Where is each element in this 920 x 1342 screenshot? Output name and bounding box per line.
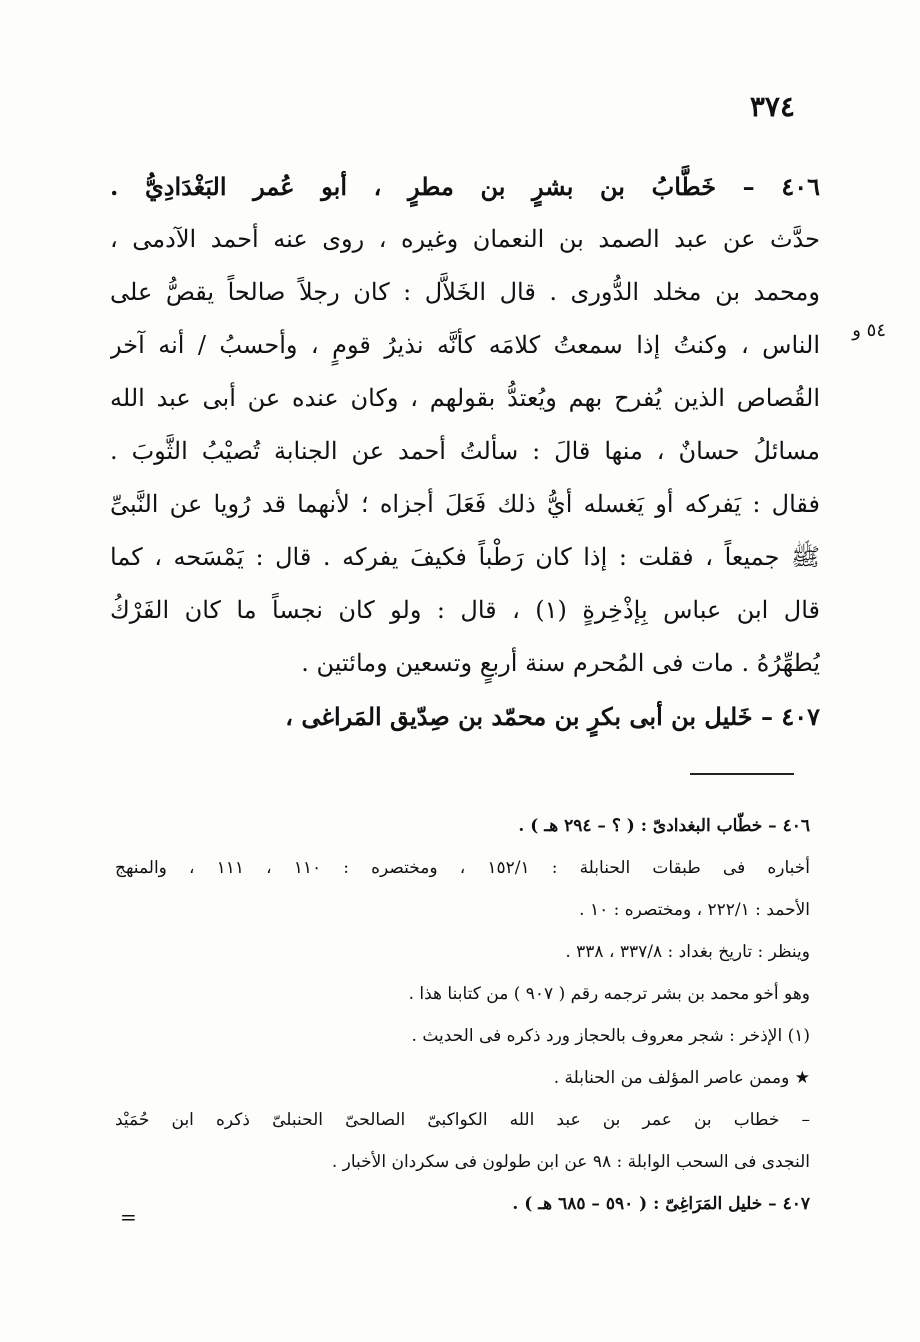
footnote-line: أخباره فى طبقات الحنابلة : ١٥٢/١ ، ومختصره : ١١٠ ، ١١١ ، والمنهج (115, 858, 810, 878)
footnote-line: الأحمد : ٢٢٢/١ ، ومختصره : ١٠ . (579, 900, 810, 920)
footnote-separator (690, 773, 794, 775)
entry-heading-407: ٤٠٧ – خَليل بن أبى بكرٍ بن محمّد بن صِدّيق المَراغى ، (285, 702, 820, 731)
main-line: الناس ، وكنتُ إذا سمعتُ كلامَه كأنَّه نذيرُ قومٍ ، وأحسبُ / أنه آخر (110, 331, 820, 359)
manuscript-folio-note: ٥٤ و (852, 320, 886, 341)
page-number: ٣٧٤ (749, 90, 795, 123)
footnote-heading-406: ٤٠٦ – خطّاب البغدادىّ : ( ؟ – ٢٩٤ هـ ) . (518, 816, 810, 836)
main-line: فقال : يَفركه أو يَغسله أيُّ ذلك فَعَلَ أجزاه ؛ لأنهما قد رُويا عن النَّبىِّ (110, 490, 820, 518)
main-line: مسائلُ حسانٌ ، منها قالَ : سألتُ أحمد عن الجنابة تُصيْبُ الثَّوبَ . (110, 437, 820, 465)
entry-heading-406: ٤٠٦ – خَطَّابُ بن بشرٍ بن مطرٍ ، أبو عُمر البَغْدَادِيُّ . (110, 172, 820, 201)
main-line: قال ابن عباس بِإذْخِرةٍ (١) ، قال : ولو كان نجساً ما كان الفَرْكُ (110, 596, 820, 624)
footnote-heading-407: ٤٠٧ – خليل المَرَاغِىّ : ( ٥٩٠ – ٦٨٥ هـ ) . (512, 1194, 810, 1214)
footnote-star: ★ وممن عاصر المؤلف من الحنابلة . (553, 1068, 810, 1088)
footnote-line: وينظر : تاريخ بغداد : ٣٣٧/٨ ، ٣٣٨ . (565, 942, 810, 962)
continuation-mark: = (120, 1205, 137, 1229)
footnotes (115, 805, 810, 1225)
footnote-1: (١) الإذخر : شجر معروف بالحجاز ورد ذكره فى الحديث . (411, 1026, 810, 1046)
main-line: ومحمد بن مخلد الدُّورى . قال الخَلاَّل : كان رجلاً صالحاً يقصُّ على (110, 278, 820, 306)
main-text (110, 160, 820, 743)
main-line: القُصاص الذين يُفرح بهم ويُعتدُّ بقولهم ، وكان عنده عن أبى عبد الله (110, 384, 820, 412)
main-line: يُطهِّرُهُ . مات فى المُحرم سنة أربعٍ وتسعين ومائتين . (301, 649, 820, 677)
footnote-line: – خطاب بن عمر بن عبد الله الكواكبىّ الصالحىّ الحنبلىّ ذكره ابن حُمَيْد (115, 1110, 810, 1130)
main-line: ﷺ جميعاً ، فقلت : إذا كان رَطْباً فكيفَ يفركه . قال : يَمْسَحه ، كما (110, 543, 820, 571)
footnote-line: وهو أخو محمد بن بشر ترجمه رقم ( ٩٠٧ ) من كتابنا هذا . (408, 984, 810, 1004)
footnote-line: النجدى فى السحب الوابلة : ٩٨ عن ابن طولون فى سكردان الأخبار . (331, 1152, 810, 1172)
main-line: حدَّث عن عبد الصمد بن النعمان وغيره ، روى عنه أحمد الآدمى ، (110, 225, 820, 253)
